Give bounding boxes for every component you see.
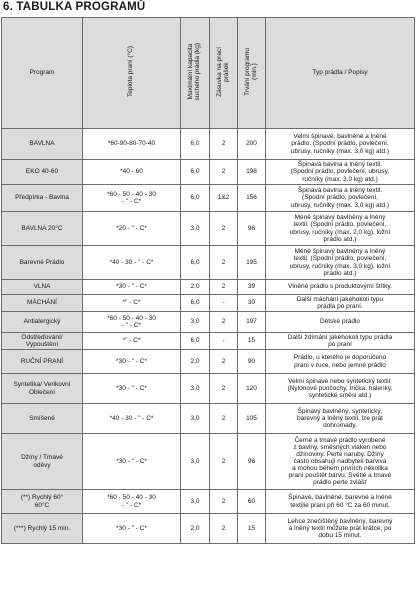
table-row — [2, 350, 415, 374]
capacity-cell: 6,0 — [181, 246, 210, 280]
page-title: 6. TABULKA PROGRAMŮ — [3, 1, 146, 13]
drawer-cell: - — [210, 333, 238, 350]
duration-cell: 60 — [238, 490, 266, 514]
temperature-cell: *30 - " - C* — [83, 280, 181, 295]
drawer-cell: 2 — [210, 434, 238, 490]
program-name-cell: Smíšené — [2, 404, 83, 434]
header-drawer: Zásuvka na prací prášek — [210, 18, 238, 129]
duration-cell: 197 — [238, 312, 266, 333]
description-cell: Méně špinavý bavlněný a lněný textil. (Spodní prádlo, povlečení, ubrusy, ručníky (max. 2,0 kg), ložní prádlo atd.) — [266, 212, 415, 246]
header-temperature: Teplota praní (°C) — [83, 18, 181, 129]
description-cell: Lehce znečištěný bavlněný, barevný a lněný textil můžete prát krátce, po dobu 15 minut. — [266, 514, 415, 544]
capacity-cell: 2,0 — [181, 280, 210, 295]
capacity-cell: 3,0 — [181, 374, 210, 404]
description-cell: Méně špinavý bavlněný a lněný textil. (Spodní prádlo, povlečení, ubrusy, ručníky (max. 3,0 kg), ložní prádlo atd.) — [266, 246, 415, 280]
temperature-cell: *30 - " - C* — [83, 350, 181, 374]
drawer-cell: 2 — [210, 129, 238, 160]
capacity-cell: 3,0 — [181, 212, 210, 246]
drawer-cell: 2 — [210, 212, 238, 246]
capacity-cell: 2,0 — [181, 350, 210, 374]
program-name-cell: Antialergický — [2, 312, 83, 333]
temperature-cell: *40 - 60 — [83, 160, 181, 185]
program-table — [1, 17, 415, 544]
temperature-cell: *30 - " - C* — [83, 514, 181, 544]
description-cell: Velmi špinavé, bavlněné a lněné prádlo. (Spodní prádlo, povlečení, ubrusy, ručníky (max. 3,0 kg) atd.) — [266, 129, 415, 160]
temperature-cell: *40 - 30 - " - C* — [83, 246, 181, 280]
duration-cell: 96 — [238, 434, 266, 490]
drawer-cell: 2 — [210, 404, 238, 434]
table-row — [2, 212, 415, 246]
drawer-cell: 2 — [210, 350, 238, 374]
temperature-cell: *40 - 30 - " - C* — [83, 404, 181, 434]
program-name-cell: Syntetika/ Verikovní Oblečení — [2, 374, 83, 404]
duration-cell: 15 — [238, 514, 266, 544]
capacity-cell: 3,0 — [181, 312, 210, 333]
drawer-cell: 2 — [210, 246, 238, 280]
header-capacity: Maximální kapacita suchého prádla (kg) — [181, 18, 210, 129]
capacity-cell: 3,0 — [181, 434, 210, 490]
description-cell: Prádlo, u kterého je doporučeno praní v ruce, nebo jemné prádlo — [266, 350, 415, 374]
capacity-cell: 3,0 — [181, 490, 210, 514]
drawer-cell: 2 — [210, 490, 238, 514]
description-cell: Špinavý bavlněný, syntetický, barevný a lněný textil, lze prát dohromady. — [266, 404, 415, 434]
temperature-cell: *" - C* — [83, 333, 181, 350]
program-name-cell: BAVLNA — [2, 129, 83, 160]
program-name-cell: Barevné Prádlo — [2, 246, 83, 280]
capacity-cell: 6,0 — [181, 160, 210, 185]
table-row — [2, 185, 415, 212]
description-cell: Vlněné prádlo s produktovými štítky. — [266, 280, 415, 295]
program-name-cell: Předpírka - Bavlna — [2, 185, 83, 212]
drawer-cell: - — [210, 295, 238, 312]
duration-cell: 39 — [238, 280, 266, 295]
duration-cell: 195 — [238, 246, 266, 280]
description-cell: Černé a tmavé prádlo vyrobené z bavlny, směsných vláken nebo džínoviny. Perte naruby. Džíny často obsahují nadbytek barviva a mohou během prvních několika praní pouštět barvu. Světlé a tmavé prádlo perte zvlášť — [266, 434, 415, 490]
duration-cell: 90 — [238, 350, 266, 374]
capacity-cell: 3,0 — [181, 404, 210, 434]
drawer-cell: 2 — [210, 280, 238, 295]
program-name-cell: Odstřeďování/ Vypouštění — [2, 333, 83, 350]
table-row — [2, 514, 415, 544]
temperature-cell: *60-90-80-70-40 — [83, 129, 181, 160]
duration-cell: 200 — [238, 129, 266, 160]
program-name-cell: RUČNÍ PRANÍ — [2, 350, 83, 374]
temperature-cell: *60 - 50 - 40 - 30 - " - C* — [83, 490, 181, 514]
capacity-cell: 6,0 — [181, 185, 210, 212]
program-name-cell: EKO 40-60 — [2, 160, 83, 185]
header-type: Typ prádla / Popisy — [266, 18, 415, 129]
temperature-cell: *60 - 50 - 40 - 30 - " - C* — [83, 185, 181, 212]
capacity-cell: 6,0 — [181, 295, 210, 312]
duration-cell: 105 — [238, 404, 266, 434]
duration-cell: 30 — [238, 295, 266, 312]
table-row — [2, 295, 415, 312]
drawer-cell: 2 — [210, 160, 238, 185]
duration-cell: 15 — [238, 333, 266, 350]
program-name-cell: BAVLNA 20°C — [2, 212, 83, 246]
table-row — [2, 404, 415, 434]
table-header-row — [2, 18, 415, 129]
description-cell: Další máchání jakéhokoli typu prádla po praní. — [266, 295, 415, 312]
table-row — [2, 490, 415, 514]
table-row — [2, 160, 415, 185]
description-cell: Špinavá bavlna a lněný textil. (Spodní prádlo, povlečení, ubrusy, ručníky (max. 3,0 kg) atd.) — [266, 160, 415, 185]
drawer-cell: 2 — [210, 374, 238, 404]
duration-cell: 96 — [238, 212, 266, 246]
temperature-cell: *30 - " - C* — [83, 374, 181, 404]
temperature-cell: *30 - " - C* — [83, 434, 181, 490]
description-cell: Velmi špinavé nebo syntetický textil. (Nylonové punčochy, trička, halenky, syntetické směsi atd.) — [266, 374, 415, 404]
duration-cell: 156 — [238, 185, 266, 212]
description-cell: Další ždímání jakéhokoli typu prádla po praní — [266, 333, 415, 350]
description-cell: Dětské prádlo — [266, 312, 415, 333]
capacity-cell: 6,0 — [181, 333, 210, 350]
capacity-cell: 2,0 — [181, 514, 210, 544]
program-name-cell: VLNA — [2, 280, 83, 295]
table-row — [2, 312, 415, 333]
program-name-cell: (**) Rychlý 60° 60°C — [2, 490, 83, 514]
temperature-cell: *60 - 50 - 40 - 30 - " - C* — [83, 312, 181, 333]
drawer-cell: 2 — [210, 514, 238, 544]
drawer-cell: 1&2 — [210, 185, 238, 212]
description-cell: Špinavá bavlna a lněný textil. (Spodní prádlo, povlečení, ubrusy, ručníky (max. 3,0 kg) atd.) — [266, 185, 415, 212]
table-row — [2, 246, 415, 280]
program-name-cell: MÁCHÁNÍ — [2, 295, 83, 312]
capacity-cell: 6,0 — [181, 129, 210, 160]
program-name-cell: Džíny / Tmavé oděvy — [2, 434, 83, 490]
temperature-cell: *20 - " - C* — [83, 212, 181, 246]
header-program: Program — [2, 18, 83, 129]
table-row — [2, 129, 415, 160]
drawer-cell: 2 — [210, 312, 238, 333]
table-row — [2, 280, 415, 295]
table-row — [2, 434, 415, 490]
table-row — [2, 333, 415, 350]
table-row — [2, 374, 415, 404]
temperature-cell: *" - C* — [83, 295, 181, 312]
duration-cell: 120 — [238, 374, 266, 404]
header-duration: Trvání programu (min.) — [238, 18, 266, 129]
description-cell: Špinavé, bavlněné, barevné a lněné textilie praní při 60 °C za 60 minut. — [266, 490, 415, 514]
duration-cell: 198 — [238, 160, 266, 185]
program-name-cell: (***) Rychlý 15 min. — [2, 514, 83, 544]
